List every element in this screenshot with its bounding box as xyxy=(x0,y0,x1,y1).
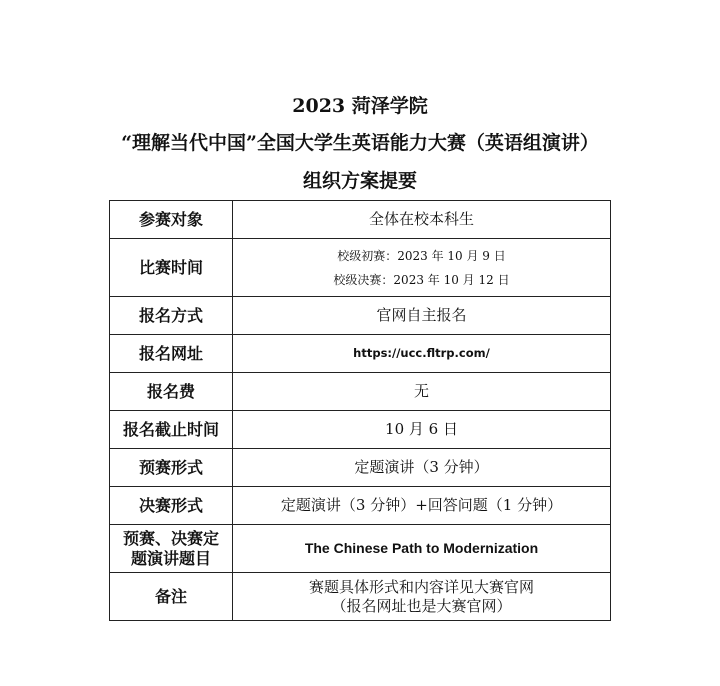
reg-fee-label: 报名费 xyxy=(110,373,233,411)
reg-method-value: 官网自主报名 xyxy=(233,297,611,335)
table-row-topic xyxy=(110,525,611,573)
reg-fee-value: 无 xyxy=(233,373,611,411)
final-format-label: 决赛形式 xyxy=(110,487,233,525)
plan-summary-table xyxy=(109,200,611,621)
reg-url-label: 报名网址 xyxy=(110,335,233,373)
table-row-reg-fee xyxy=(110,373,611,411)
deadline-label: 报名截止时间 xyxy=(110,411,233,449)
schedule-final: 校级决赛：2023 年 10 月 12 日 xyxy=(333,272,510,287)
topic-label-line2: 题演讲题目 xyxy=(130,548,211,568)
prelim-format-value: 定题演讲（3 分钟） xyxy=(233,449,611,487)
table-row-prelim-format xyxy=(110,449,611,487)
schedule-value xyxy=(233,239,611,297)
prelim-format-label: 预赛形式 xyxy=(110,449,233,487)
table-row-participants xyxy=(110,201,611,239)
topic-label xyxy=(110,525,233,573)
table-row-final-format xyxy=(110,487,611,525)
final-format-value: 定题演讲（3 分钟）+回答问题（1 分钟） xyxy=(233,487,611,525)
participants-label: 参赛对象 xyxy=(110,201,233,239)
participants-value: 全体在校本科生 xyxy=(233,201,611,239)
table-row-deadline xyxy=(110,411,611,449)
table-row-reg-method xyxy=(110,297,611,335)
reg-url-value[interactable]: https://ucc.fltrp.com/ xyxy=(233,335,611,373)
notes-value xyxy=(233,573,611,621)
notes-label: 备注 xyxy=(110,573,233,621)
deadline-value: 10 月 6 日 xyxy=(233,411,611,449)
topic-label-line1: 预赛、决赛定 xyxy=(122,528,219,548)
document-title-year: 2023 菏泽学院 xyxy=(292,95,428,117)
schedule-label: 比赛时间 xyxy=(110,239,233,297)
reg-method-label: 报名方式 xyxy=(110,297,233,335)
schedule-prelim: 校级初赛：2023 年 10 月 9 日 xyxy=(337,248,506,263)
topic-value: The Chinese Path to Modernization xyxy=(233,525,611,573)
notes-line2: （报名网址也是大赛官网） xyxy=(331,596,512,615)
table-row-reg-url xyxy=(110,335,611,373)
document-subtitle: 组织方案提要 xyxy=(302,170,417,192)
table-row-notes xyxy=(110,573,611,621)
document-title-contest: “理解当代中国”全国大学生英语能力大赛（英语组演讲） xyxy=(121,132,599,154)
notes-line1: 赛题具体形式和内容详见大赛官网 xyxy=(308,577,534,596)
table-row-schedule xyxy=(110,239,611,297)
